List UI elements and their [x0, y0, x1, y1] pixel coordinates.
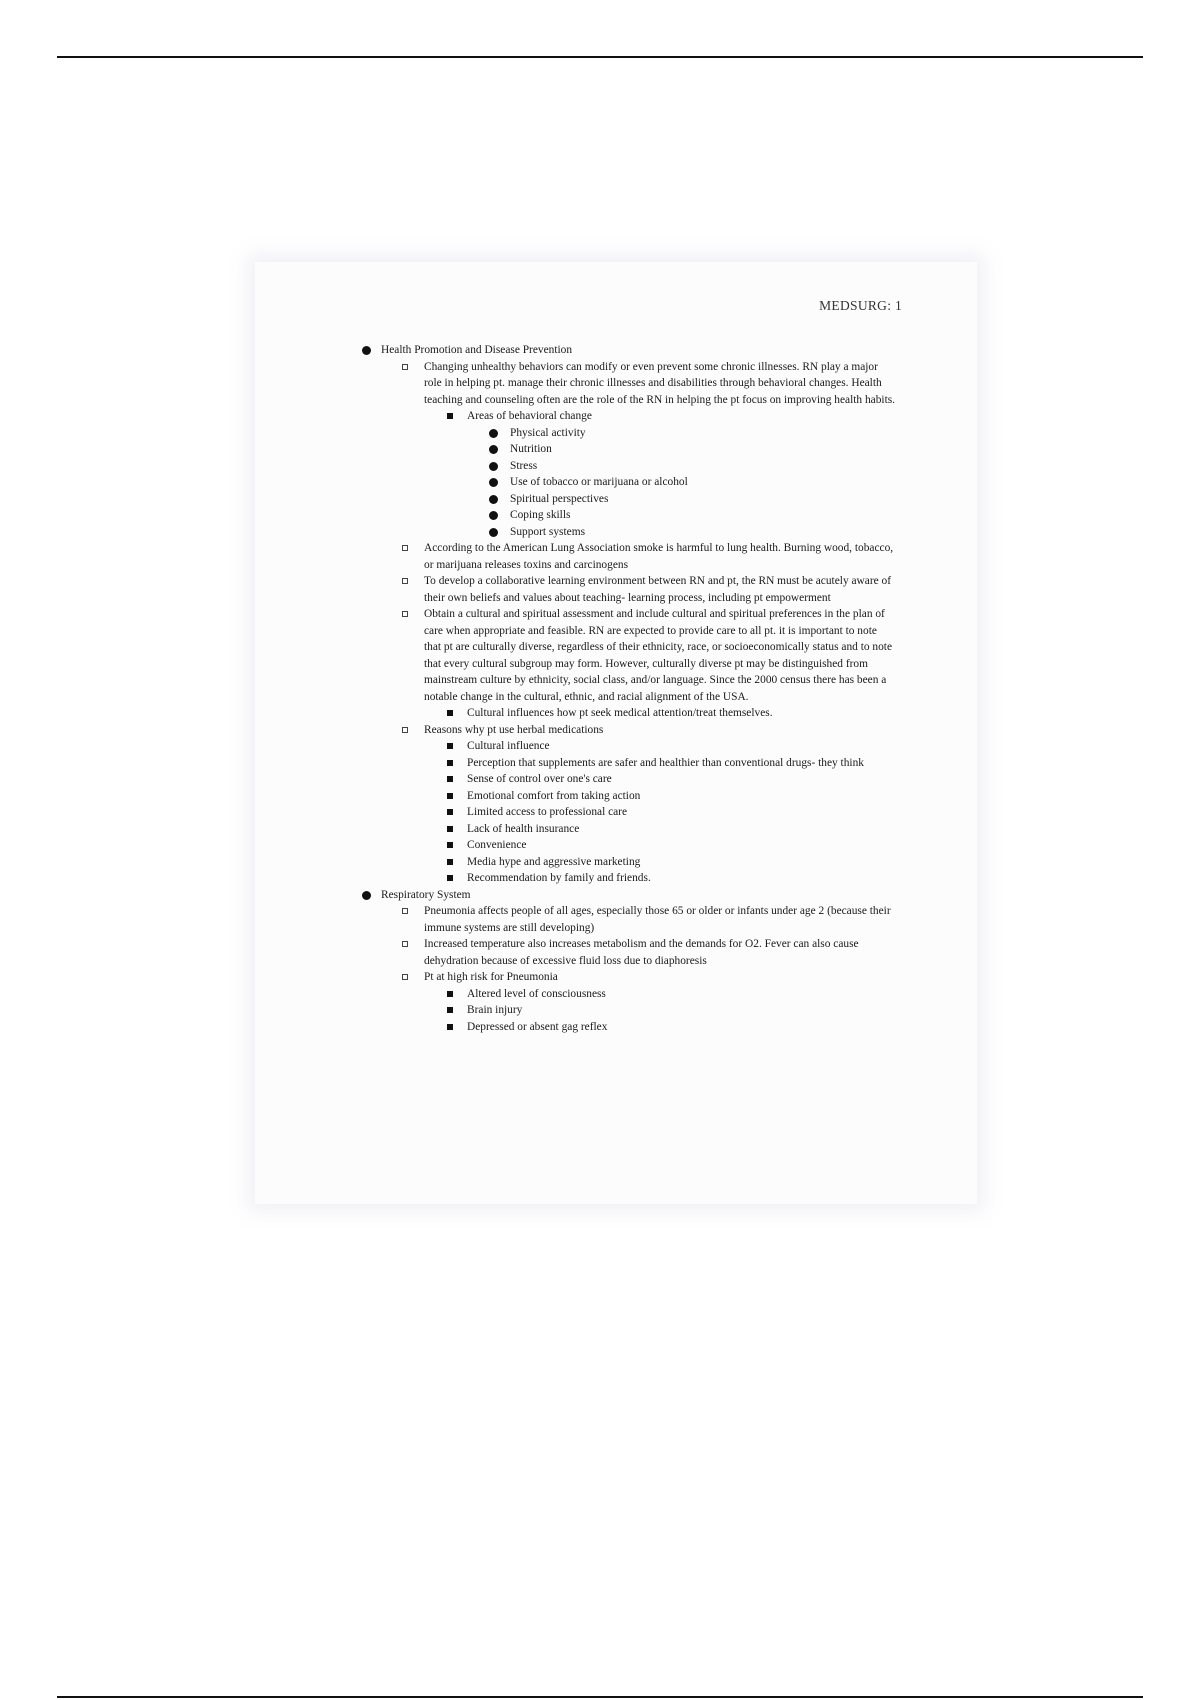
bottom-divider	[57, 1696, 1143, 1698]
list-item-text: Physical activity	[510, 426, 586, 439]
list-item-text: Changing unhealthy behaviors can modify or even prevent some chronic illnesses. RN play a major role in helping pt. manage their chronic illnesses and disabilities through behavioral changes. Health teaching and counseling often are the role of the RN in helping the pt focus on improving health habits.	[424, 360, 896, 406]
hollow-square-bullet-icon	[402, 578, 408, 584]
list-item	[255, 540, 896, 573]
list-item	[255, 705, 896, 722]
list-item	[255, 788, 896, 805]
section-title: Respiratory System	[381, 888, 471, 901]
list-item	[255, 441, 896, 458]
list-item-text: According to the American Lung Association smoke is harmful to lung health. Burning wood, tobacco, or marijuana releases toxins and carcinogens	[424, 542, 894, 571]
list-item	[255, 986, 896, 1003]
list-item	[255, 854, 896, 871]
bullet-icon	[489, 429, 498, 438]
outline-list	[255, 342, 977, 1035]
bullet-icon	[362, 346, 371, 355]
list-item	[255, 458, 896, 475]
list-item	[255, 359, 896, 541]
list-item-text: Support systems	[510, 525, 585, 538]
hollow-square-bullet-icon	[402, 545, 408, 551]
list-item-text: Limited access to professional care	[467, 806, 628, 818]
square-bullet-icon	[447, 1007, 453, 1013]
list-item	[255, 474, 896, 491]
square-bullet-icon	[447, 826, 453, 832]
list-item	[255, 969, 896, 1035]
list-item-text: To develop a collaborative learning environment between RN and pt, the RN must be acutely aware of their own beliefs and values about teaching- learning process, including pt empowerment	[424, 575, 892, 604]
list-item	[255, 936, 896, 969]
hollow-square-bullet-icon	[402, 908, 408, 914]
list-item	[255, 524, 896, 541]
list-item-text: Pneumonia affects people of all ages, especially those 65 or older or infants under age 2 (because their immune systems are still developing)	[424, 905, 891, 934]
list-item	[255, 573, 896, 606]
hollow-square-bullet-icon	[402, 727, 408, 733]
square-bullet-icon	[447, 743, 453, 749]
bullet-icon	[489, 445, 498, 454]
list-item-text: Nutrition	[510, 443, 552, 455]
list-item-text: Cultural influence	[467, 740, 550, 752]
list-item-text: Brain injury	[467, 1004, 523, 1016]
square-bullet-icon	[447, 710, 453, 716]
bullet-icon	[489, 495, 498, 504]
square-bullet-icon	[447, 859, 453, 865]
section-item	[255, 887, 891, 1036]
bullet-icon	[489, 528, 498, 537]
list-item	[255, 738, 896, 755]
list-item	[255, 507, 896, 524]
list-item	[255, 870, 896, 887]
list-item-text: Depressed or absent gag reflex	[467, 1020, 608, 1033]
list-item-text: Obtain a cultural and spiritual assessment and include cultural and spiritual preferences in the plan of care when appropriate and feasible. RN are expected to provide care to all pt. it is important to note that pt are culturally diverse, regardless of their ethnicity, race, or socioeconomically status and to note that every cultural subgroup may form. However, culturally diverse pt may be distinguished from mainstream culture by ethnicity, social class, and/or language. Since the 2000 census there has been a notable change in the cultural, ethnic, and racial alignment of the USA.	[424, 608, 893, 703]
list-item	[255, 425, 896, 442]
list-item-text: Coping skills	[510, 509, 571, 521]
list-item-text: Media hype and aggressive marketing	[467, 855, 641, 868]
bullet-icon	[489, 462, 498, 471]
bullet-icon	[489, 478, 498, 487]
list-item-text: Spiritual perspectives	[510, 492, 609, 505]
list-item	[255, 1002, 896, 1019]
bullet-icon	[489, 511, 498, 520]
square-bullet-icon	[447, 809, 453, 815]
section-title: Health Promotion and Disease Prevention	[381, 344, 573, 356]
list-item-text: Convenience	[467, 839, 527, 851]
list-item-text: Increased temperature also increases metabolism and the demands for O2. Fever can also cause dehydration because of excessive fluid loss due to diaphoresis	[424, 938, 859, 967]
square-bullet-icon	[447, 760, 453, 766]
list-item	[255, 755, 896, 772]
list-item	[255, 491, 896, 508]
list-item	[255, 804, 896, 821]
list-item-text: Reasons why pt use herbal medications	[424, 723, 604, 736]
page-content	[255, 342, 977, 1035]
hollow-square-bullet-icon	[402, 364, 408, 370]
square-bullet-icon	[447, 842, 453, 848]
list-item	[255, 771, 896, 788]
hollow-square-bullet-icon	[402, 611, 408, 617]
list-item-text: Areas of behavioral change	[467, 410, 592, 422]
bullet-icon	[362, 891, 371, 900]
square-bullet-icon	[447, 875, 453, 881]
document-page	[255, 262, 977, 1204]
list-item-text: Stress	[510, 459, 538, 472]
square-bullet-icon	[447, 793, 453, 799]
section-item	[255, 342, 896, 887]
list-item-text: Recommendation by family and friends.	[467, 872, 651, 884]
list-item	[255, 722, 896, 887]
square-bullet-icon	[447, 776, 453, 782]
list-item	[255, 1019, 896, 1036]
list-item-text: Sense of control over one's care	[467, 773, 612, 785]
list-item-text: Lack of health insurance	[467, 822, 580, 835]
list-item-text: Perception that supplements are safer and healthier than conventional drugs- they think	[467, 756, 864, 769]
list-item-text: Emotional comfort from taking action	[467, 789, 641, 802]
square-bullet-icon	[447, 991, 453, 997]
square-bullet-icon	[447, 1024, 453, 1030]
hollow-square-bullet-icon	[402, 974, 408, 980]
list-item-text: Cultural influences how pt seek medical attention/treat themselves.	[467, 707, 773, 719]
list-item	[255, 903, 896, 936]
list-item-text: Pt at high risk for Pneumonia	[424, 971, 558, 983]
list-item	[255, 837, 896, 854]
list-item	[255, 821, 896, 838]
list-item-text: Use of tobacco or marijuana or alcohol	[510, 476, 688, 488]
list-item	[255, 606, 896, 722]
list-item	[255, 408, 896, 540]
hollow-square-bullet-icon	[402, 941, 408, 947]
top-divider	[57, 56, 1143, 58]
page-header: MEDSURG: 1	[819, 298, 902, 313]
list-item-text: Altered level of consciousness	[467, 987, 606, 1000]
square-bullet-icon	[447, 413, 453, 419]
